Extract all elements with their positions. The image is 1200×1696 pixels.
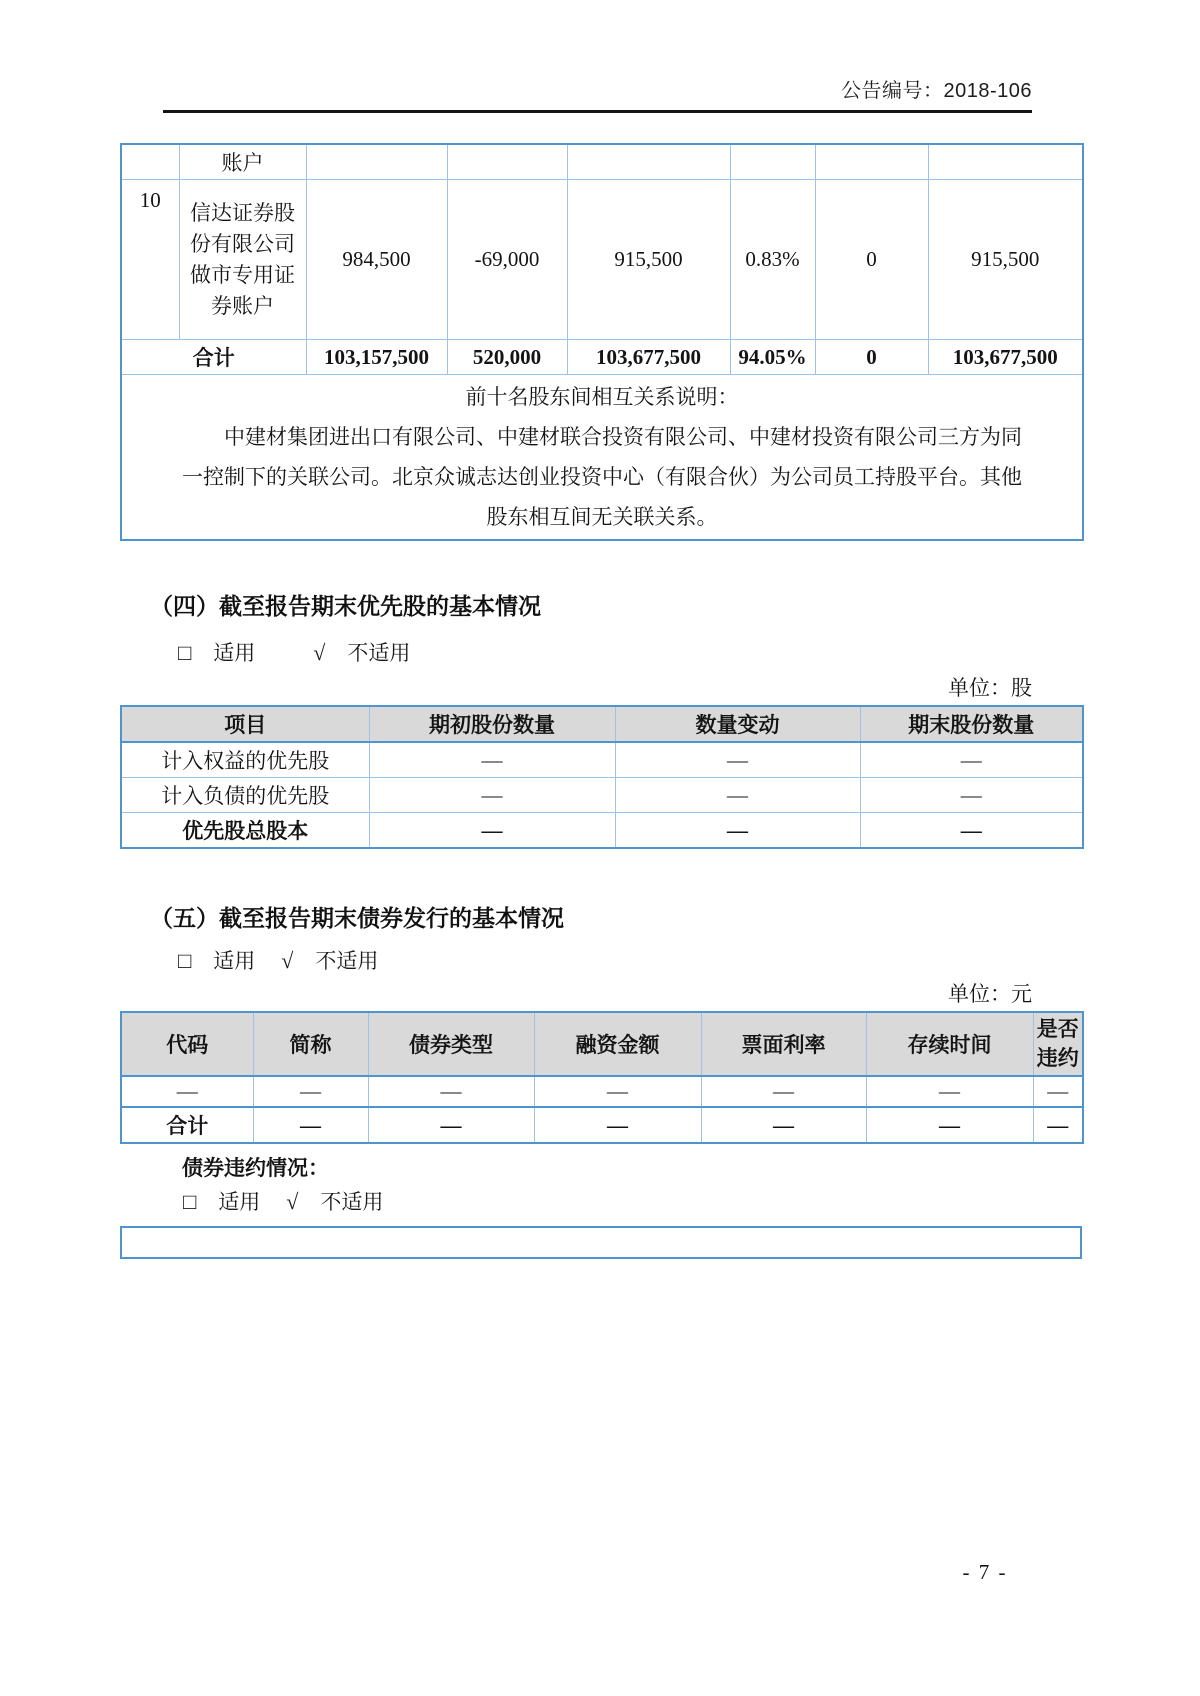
section4-applicability — [178, 639, 1082, 667]
column-header: 债券类型 — [368, 1012, 534, 1076]
cell — [121, 144, 179, 180]
row-label: 计入权益的优先股 — [121, 742, 369, 778]
cell: 984,500 — [306, 180, 447, 340]
bond-table — [120, 1011, 1084, 1144]
cell: — — [369, 778, 615, 813]
cell: — — [701, 1076, 866, 1107]
applicable-label: 适用 — [213, 641, 256, 665]
cell: 0 — [815, 180, 928, 340]
cell: — — [534, 1107, 701, 1143]
cell: 915,500 — [928, 180, 1083, 340]
total-label-cell: 合计 — [121, 1107, 253, 1143]
not-applicable-label: 不适用 — [320, 1190, 384, 1214]
note-title: 前十名股东间相互关系说明： — [465, 385, 739, 409]
cell: 0 — [815, 340, 928, 375]
cell: 0.83% — [730, 180, 815, 340]
doc-number: 2018-106 — [943, 80, 1032, 102]
cell — [306, 144, 447, 180]
cell: — — [615, 813, 860, 849]
column-header: 票面利率 — [701, 1012, 866, 1076]
column-header: 简称 — [253, 1012, 368, 1076]
cell: — — [866, 1107, 1033, 1143]
shareholder-name-cell: 信达证券股份有限公司做市专用证券账户 — [179, 180, 306, 340]
column-header: 期末股份数量 — [860, 706, 1083, 742]
rank-cell: 10 — [121, 180, 179, 340]
cell: — — [1033, 1076, 1083, 1107]
cell: — — [253, 1107, 368, 1143]
cell: — — [369, 742, 615, 778]
cell: — — [866, 1076, 1033, 1107]
bond-default-label: 债券违约情况： — [182, 1157, 329, 1180]
section5-unit: 单位：元 — [948, 982, 1032, 1006]
not-applicable-label: 不适用 — [347, 641, 411, 665]
cell: — — [121, 1076, 253, 1107]
doc-header — [163, 74, 1032, 113]
checkbox-unchecked-icon: □ — [178, 948, 192, 973]
table-header-row — [121, 1012, 1083, 1076]
shareholder-table — [120, 143, 1084, 541]
checkmark-icon: √ — [281, 948, 294, 973]
applicable-label: 适用 — [213, 949, 256, 973]
bond-default-applicability — [183, 1188, 1082, 1216]
not-applicable-label: 不适用 — [315, 949, 379, 973]
table-row-total — [121, 340, 1083, 375]
checkbox-unchecked-icon: □ — [183, 1189, 197, 1214]
applicable-label: 适用 — [218, 1190, 261, 1214]
section5-title: （五）截至报告期末债券发行的基本情况 — [150, 905, 564, 931]
cell: — — [860, 742, 1083, 778]
table-row-total — [121, 813, 1083, 849]
doc-number-label: 公告编号： — [840, 80, 944, 102]
cell: — — [860, 813, 1083, 849]
checkmark-icon: √ — [286, 1189, 299, 1214]
row-label: 计入负债的优先股 — [121, 778, 369, 813]
table-header-row — [121, 706, 1083, 742]
cell: — — [253, 1076, 368, 1107]
cell: 103,677,500 — [567, 340, 730, 375]
column-header: 是否违约 — [1033, 1012, 1083, 1076]
cell: 103,157,500 — [306, 340, 447, 375]
cell: — — [534, 1076, 701, 1107]
table-row-10 — [121, 180, 1083, 340]
cell: 915,500 — [567, 180, 730, 340]
total-label-cell: 合计 — [121, 340, 306, 375]
column-header: 融资金额 — [534, 1012, 701, 1076]
cell — [928, 144, 1083, 180]
cell — [447, 144, 567, 180]
note-line: 股东相互间无关联关系。 — [486, 505, 718, 529]
content-area — [120, 143, 1082, 1259]
row-label: 优先股总股本 — [121, 813, 369, 849]
cell: 520,000 — [447, 340, 567, 375]
table-row — [121, 742, 1083, 778]
section4-unit: 单位：股 — [948, 676, 1032, 700]
cell: — — [860, 778, 1083, 813]
relationship-note-cell — [121, 375, 1083, 541]
cell: — — [1033, 1107, 1083, 1143]
checkmark-icon: √ — [313, 640, 326, 665]
cell: — — [615, 742, 860, 778]
bond-default-empty-box — [120, 1226, 1082, 1259]
section4-title: （四）截至报告期末优先股的基本情况 — [150, 593, 541, 619]
cell: 103,677,500 — [928, 340, 1083, 375]
cell: — — [368, 1076, 534, 1107]
note-line: 一控制下的关联公司。北京众诚志达创业投资中心（有限合伙）为公司员工持股平台。其他 — [182, 465, 1022, 489]
note-line: 中建材集团进出口有限公司、中建材联合投资有限公司、中建材投资有限公司三方为同 — [224, 425, 1022, 449]
column-header: 期初股份数量 — [369, 706, 615, 742]
cell: — — [369, 813, 615, 849]
cell — [815, 144, 928, 180]
cell: 94.05% — [730, 340, 815, 375]
table-row-partial — [121, 144, 1083, 180]
checkbox-unchecked-icon: □ — [178, 640, 192, 665]
cell: — — [368, 1107, 534, 1143]
table-row-total — [121, 1107, 1083, 1143]
cell: -69,000 — [447, 180, 567, 340]
page-number: - 7 - — [962, 1560, 1008, 1584]
column-header: 数量变动 — [615, 706, 860, 742]
section5-applicability — [178, 947, 1082, 975]
table-row-note — [121, 375, 1083, 541]
cell: — — [701, 1107, 866, 1143]
cell: — — [615, 778, 860, 813]
cell — [730, 144, 815, 180]
cell — [567, 144, 730, 180]
preferred-stock-table — [120, 705, 1084, 849]
table-row — [121, 778, 1083, 813]
table-row — [121, 1076, 1083, 1107]
column-header: 代码 — [121, 1012, 253, 1076]
cell: 账户 — [179, 144, 306, 180]
column-header: 项目 — [121, 706, 369, 742]
column-header: 存续时间 — [866, 1012, 1033, 1076]
